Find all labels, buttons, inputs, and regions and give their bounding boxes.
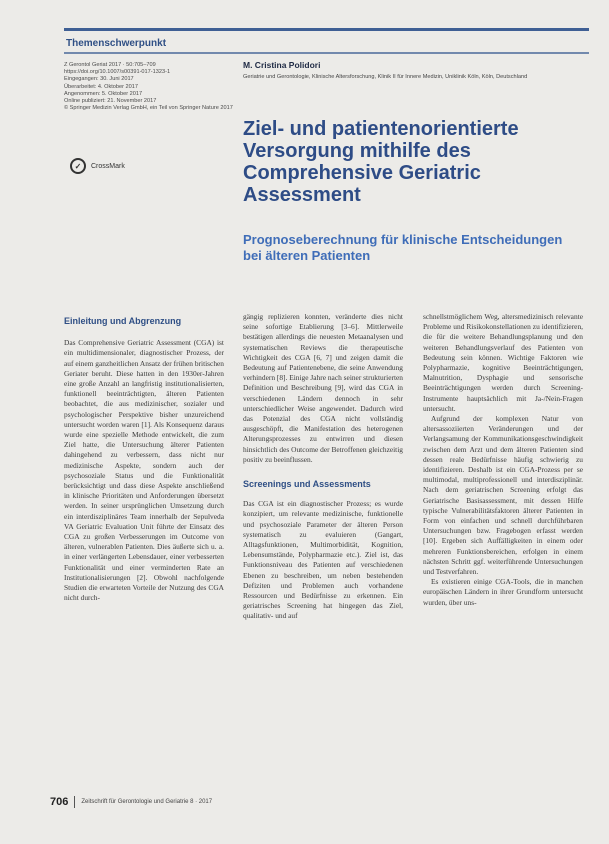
paragraph: Das CGA ist ein diagnostischer Prozess; es wurde konzipiert, um relevante medizinische, funktionelle und psychosoziale Parameter der älteren Person systematisch zu evaluieren (Gangart, Alltagsfunktionen, Multimorbidität, Kognition, Lebensumstände, Polypharmazie etc.). Ziel ist, das Funktionsniveau des Patienten auf verschiedenen Ebenen zu beschreiben, um neben bestehenden Defiziten und Problemen auch vorhandene Ressourcen und Bedürfnisse zu erkennen. Ein geriatrisches Screening hat hingegen das Ziel, qualitativ- und auf [243,499,403,621]
heading-introduction: Einleitung und Abgrenzung [64,316,182,326]
paragraph: Aufgrund der komplexen Natur von altersassoziierten Veränderungen und der Verlangsamung der Kommunikationsgeschwindigkeit zwischen dem Arzt und dem älteren Patienten sind dessen reale Bedürfnisse häufig schwierig zu identifizieren. Deshalb ist ein CGA-Prozess per se multimodal, multiprofessionell und interdisziplinär. Nach dem geriatrischen Screening erfolgt das Geriatrische Basisassessment, mit dessen Hilfe typische Vulnerabilitätsfaktoren älterer Patienten in Form von einfachen und schnell durchführbaren Untersuchungen bzw. Fragebogen erfasst werden [10]. Ergeben sich Auffälligkeiten in einem oder mehreren Funktionsbereichen, erfolgen in einem nächsten Schritt ggf. weiterführende Untersuchungen und Testverfahren. [423,414,583,577]
column-1 [64,316,224,603]
journal-name: Zeitschrift für Gerontologie und Geriatrie 8 · 2017 [81,799,213,805]
column-2 [243,312,403,622]
crossmark-label: CrossMark [91,162,125,170]
column-3 [423,312,583,608]
footer-divider [74,796,75,808]
author-affiliation: Geriatrie und Gerontologie, Klinische Altersforschung, Klinik II für Innere Medizin, Uniklinik Köln, Köln, Deutschland [243,74,528,80]
article-subtitle: Prognoseberechnung für klinische Entscheidungen bei älteren Patienten [243,232,563,263]
article-meta [64,62,234,112]
top-rule [64,28,589,31]
online-date: Online publiziert: 21. November 2017 [64,98,157,105]
crossmark-icon: ✓ [70,158,86,174]
paragraph: schnellstmöglichem Weg, altersmedizinisch relevante Probleme und Risikokonstellationen zu identifizieren, die für die weitere Behandlungsplanung und den weiteren Behandlungsverlauf des Patienten von Bedeutung sein können. Wichtige Faktoren wie Polypharmazie, kognitive Beeinträchtigungen, Malnutrition, Dysphagie und sensorische Beeinträchtigungen werden durch Screening-Instrumente hauptsächlich mit Ja-/Nein-Fragen untersucht. [423,312,583,413]
accepted-date: Angenommen: 5. Oktober 2017 [64,90,143,97]
heading-screenings: Screenings und Assessments [243,479,371,490]
author-name: M. Cristina Polidori [243,60,321,70]
page-footer [50,796,212,808]
article-title: Ziel- und patientenorientierte Versorgung mithilfe des Comprehensive Geriatric Assessment [243,118,519,206]
page-number: 706 [50,796,69,808]
crossmark-badge[interactable] [70,158,125,174]
citation: Z Gerontol Geriat 2017 · 50:705–709 [64,62,156,68]
paragraph: gängig replizieren konnten, veränderte dies nicht seine sofortige Etablierung [3–6]. Mittlerweile bestätigen allerdings die neuesten Metaanalysen und systematischen Reviews die therapeutische Wichtigkeit des CGA [6, 7] und zeigen damit die Bedeutung auf Patientenebene, die seine Anwendung verhindern [8]. Einige Jahre nach seiner strukturierten Definition und Beschreibung [9], wird das CGA in verschiedenen Ländern dennoch in sehr unterschiedlicher Weise angewendet. Dadurch wird das Potenzial des CGA nicht vollständig ausgeschöpft, die Manifestation des heterogenen Alterungsprozesses zu entwirren und diesen hinsichtlich des Outcome der Betroffenen gleichzeitig positiv zu beeinflussen. [243,312,403,464]
revised-date: Überarbeitet: 4. Oktober 2017 [64,83,139,90]
doi-link[interactable]: https://doi.org/10.1007/s00391-017-1323-1 [64,69,171,76]
copyright: © Springer Medizin Verlag GmbH, ein Teil von Springer Nature 2017 [64,105,233,112]
paragraph: Es existieren einige CGA-Tools, die in manchen europäischen Ländern in ihrer Grundform untersucht wurden, über uns- [423,577,583,607]
section-rule [64,52,589,54]
received-date: Eingegangen: 30. Juni 2017 [64,76,134,83]
section-label: Themenschwerpunkt [66,38,167,49]
paragraph: Das Comprehensive Geriatric Assessment (CGA) ist ein multidimensionaler, diagnostischer Prozess, der auf einem ganzheitlichen Ansatz der frühen britischen Geriater beruht. Diese hatten in den 1930er-Jahren eine große Anzahl an langfristig institutionalisierten, funktionell beeinträchtigten, älteren Patienten beobachtet, die aus medizinischer, sozialer und psychologischer Perspektive bisher unzureichend untersucht worden waren [1]. Als Konsequenz daraus wurde eine spezielle Methode entwickelt, die zum Ziel hatte, die Untersuchung älterer Patienten dahingehend zu verbessern, dass nicht nur medizinische Aspekte, sondern auch der psychosoziale Status und die Funktionalität berücksichtigt und dass diese Aspekte anschließend in klinische Prioritäten und Anforderungen übersetzt werden. In seiner ursprünglichen Umsetzung durch ein interdisziplinäres Team innerhalb der Sepulveda VA Geriatric Evaluation Unit führte der Einsatz des CGA zu großen Verbesserungen im Outcome von älteren, vulnerablen Patienten. Dies äußerte sich u. a. in einer verlängerten Lebensdauer, einer verbesserten Funktionalität und einer verminderten Rate an Institutionalisierungen [2]. Obwohl nachfolgende Studien die erwarteten Vorteile der Nutzung des CGA nicht durch- [64,338,224,603]
